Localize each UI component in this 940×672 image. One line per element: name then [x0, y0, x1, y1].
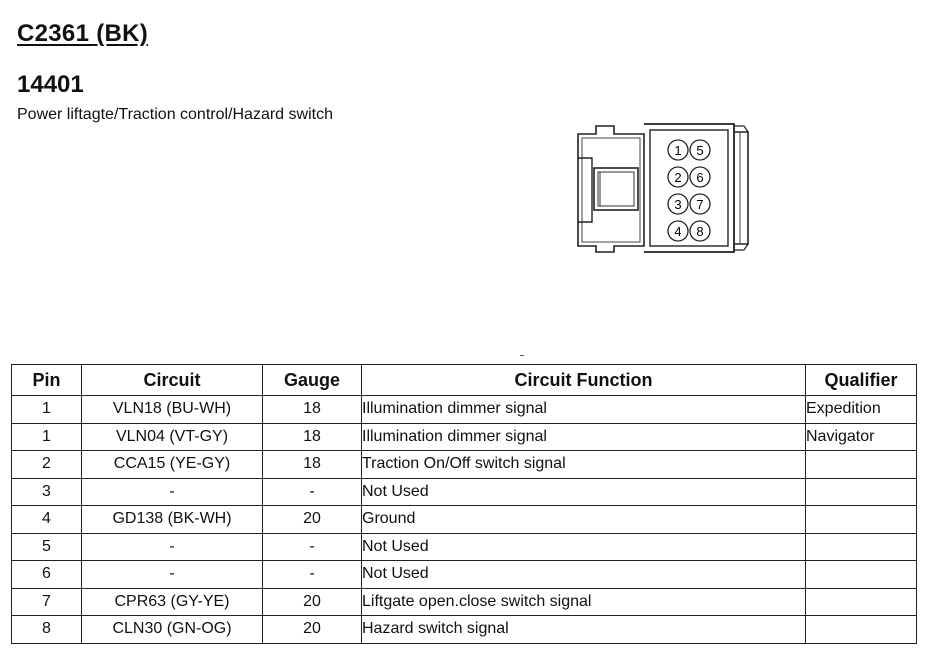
cell-circuit-function: Hazard switch signal — [362, 616, 806, 644]
cell-circuit: - — [82, 478, 263, 506]
pin-number-label: 1 — [674, 143, 682, 158]
cell-circuit: CPR63 (GY-YE) — [82, 588, 263, 616]
column-header-qualifier: Qualifier — [806, 365, 917, 396]
cell-circuit: GD138 (BK-WH) — [82, 506, 263, 534]
cell-circuit: CCA15 (YE-GY) — [82, 451, 263, 479]
connector-id: C2361 (BK) — [17, 20, 149, 47]
connector-housing-inner — [582, 138, 640, 242]
cell-pin: 3 — [12, 478, 82, 506]
cell-gauge: 18 — [263, 451, 362, 479]
cell-qualifier: Navigator — [806, 423, 917, 451]
cell-circuit-function: Traction On/Off switch signal — [362, 451, 806, 479]
cell-circuit: CLN30 (GN-OG) — [82, 616, 263, 644]
cell-pin: 2 — [12, 451, 82, 479]
table-row — [12, 616, 917, 644]
cell-circuit: VLN18 (BU-WH) — [82, 396, 263, 424]
table-header-row — [12, 365, 917, 396]
cell-circuit: - — [82, 533, 263, 561]
pin-number-label: 5 — [696, 143, 704, 158]
cell-circuit-function: Not Used — [362, 533, 806, 561]
cell-gauge: 18 — [263, 423, 362, 451]
table-row — [12, 451, 917, 479]
pin-number-label: 2 — [674, 170, 682, 185]
cell-qualifier — [806, 616, 917, 644]
cell-pin: 4 — [12, 506, 82, 534]
pin-number-label: 3 — [674, 197, 682, 212]
cell-circuit: - — [82, 561, 263, 589]
column-header-gauge: Gauge — [263, 365, 362, 396]
cell-circuit-function: Ground — [362, 506, 806, 534]
pinout-table — [11, 364, 917, 644]
table-row — [12, 561, 917, 589]
cell-qualifier: Expedition — [806, 396, 917, 424]
table-row — [12, 506, 917, 534]
table-row — [12, 478, 917, 506]
cell-qualifier — [806, 561, 917, 589]
cell-pin: 8 — [12, 616, 82, 644]
component-description: Power liftagte/Traction control/Hazard switch — [17, 106, 333, 123]
column-header-function: Circuit Function — [362, 365, 806, 396]
cell-pin: 1 — [12, 396, 82, 424]
cell-circuit-function: Illumination dimmer signal — [362, 396, 806, 424]
cell-gauge: - — [263, 533, 362, 561]
connector-pins — [668, 140, 710, 241]
pin-number-label: 8 — [696, 224, 704, 239]
cell-qualifier — [806, 451, 917, 479]
pin-number-label: 7 — [696, 197, 704, 212]
component-number: 14401 — [17, 71, 84, 98]
cell-qualifier — [806, 506, 917, 534]
cell-pin: 5 — [12, 533, 82, 561]
connector-pin-cavity — [644, 124, 734, 252]
cell-gauge: 20 — [263, 506, 362, 534]
cell-gauge: 20 — [263, 616, 362, 644]
cell-qualifier — [806, 588, 917, 616]
cell-pin: 7 — [12, 588, 82, 616]
cell-circuit: VLN04 (VT-GY) — [82, 423, 263, 451]
column-header-pin: Pin — [12, 365, 82, 396]
connector-latch-body — [578, 158, 592, 222]
cell-circuit-function: Liftgate open.close switch signal — [362, 588, 806, 616]
table-row — [12, 396, 917, 424]
connector-latch — [594, 168, 638, 210]
cell-gauge: 20 — [263, 588, 362, 616]
pin-number-label: 6 — [696, 170, 704, 185]
cell-qualifier — [806, 478, 917, 506]
table-body — [12, 396, 917, 644]
column-header-circuit: Circuit — [82, 365, 263, 396]
cell-circuit-function: Not Used — [362, 561, 806, 589]
cell-qualifier — [806, 533, 917, 561]
cell-gauge: - — [263, 478, 362, 506]
pin-number-label: 4 — [674, 224, 682, 239]
cell-gauge: - — [263, 561, 362, 589]
cell-gauge: 18 — [263, 396, 362, 424]
cell-pin: 6 — [12, 561, 82, 589]
cell-pin: 1 — [12, 423, 82, 451]
scan-mark — [520, 355, 524, 356]
table-row — [12, 588, 917, 616]
table-row — [12, 423, 917, 451]
connector-end-tab — [734, 132, 748, 244]
connector-face-diagram — [570, 118, 756, 258]
table-row — [12, 533, 917, 561]
cell-circuit-function: Illumination dimmer signal — [362, 423, 806, 451]
connector-drawing — [570, 118, 756, 258]
cell-circuit-function: Not Used — [362, 478, 806, 506]
